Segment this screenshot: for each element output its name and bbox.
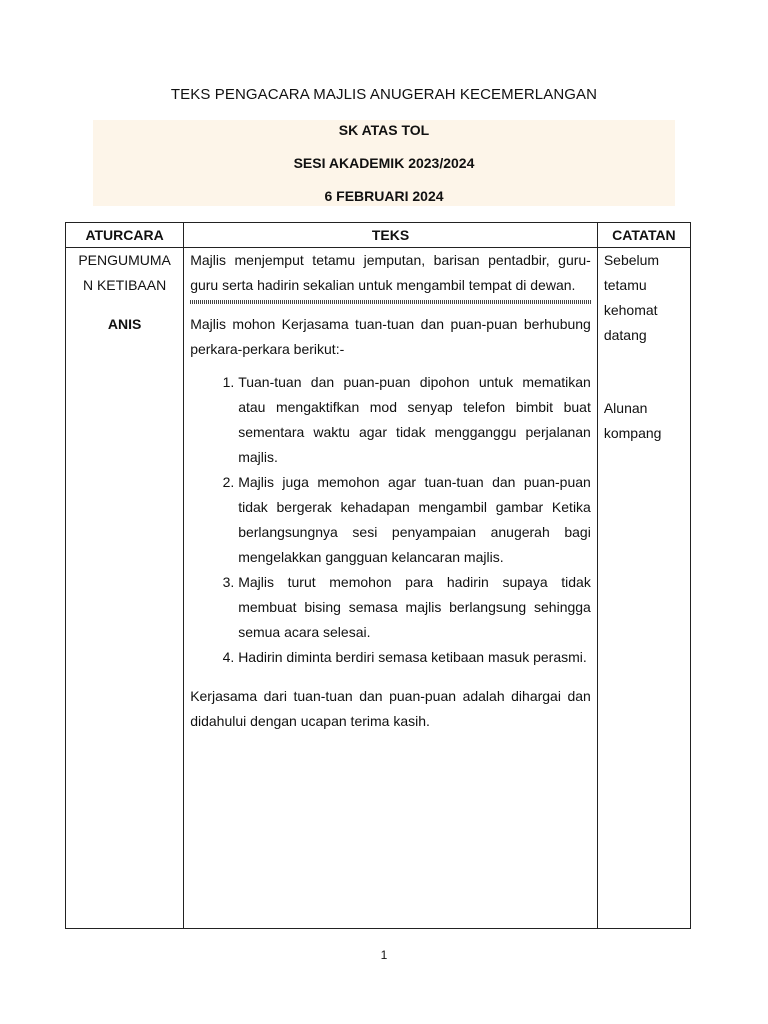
table-header-row	[66, 223, 691, 248]
catatan-line: Sebelum	[603, 252, 660, 268]
catatan-line: tetamu	[603, 277, 647, 293]
program-table	[65, 222, 691, 929]
document-title: TEKS PENGACARA MAJLIS ANUGERAH KECEMERLANGAN	[170, 86, 598, 103]
list-item: 3. Majlis turut memohon para hadirin supaya tidak membuat bising semasa majlis berlangsung sehingga semua acara selesai.	[238, 570, 591, 645]
list-item: 4. Hadirin diminta berdiri semasa ketibaan masuk perasmi.	[238, 645, 591, 670]
dotted-divider	[190, 300, 591, 304]
header-banner	[93, 120, 675, 206]
aturcara-line-2: N KETIBAAN	[82, 277, 167, 293]
school-name: SK ATAS TOL	[338, 122, 430, 138]
request-list	[190, 370, 591, 670]
aturcara-line-1: PENGUMUMA	[78, 252, 171, 268]
table-row	[66, 248, 691, 929]
header-aturcara: ATURCARA	[66, 223, 184, 248]
catatan-line: Alunan	[603, 400, 648, 416]
catatan-line: datang	[603, 327, 647, 343]
academic-session: SESI AKADEMIK 2023/2024	[293, 155, 475, 171]
header-teks: TEKS	[184, 223, 598, 248]
aturcara-cell	[66, 248, 184, 929]
catatan-spacer	[604, 348, 684, 396]
list-item: 2. Majlis juga memohon agar tuan-tuan dan puan-puan tidak bergerak kehadapan mengambil gambar Ketika berlangsungnya sesi penyampaian anugerah bagi mengelakkan gangguan kelancaran majlis.	[238, 470, 591, 570]
request-paragraph: Majlis mohon Kerjasama tuan-tuan dan puan-puan berhubung perkara-perkara berikut:-	[190, 316, 591, 357]
closing-paragraph: Kerjasama dari tuan-tuan dan puan-puan adalah dihargai dan didahului dengan ucapan terima kasih.	[190, 688, 591, 729]
event-date: 6 FEBRUARI 2024	[324, 188, 444, 204]
catatan-line: kehomat	[603, 302, 658, 318]
list-item: 1. Tuan-tuan dan puan-puan dipohon untuk mematikan atau mengaktifkan mod senyap telefon bimbit buat sementara waktu agar tidak mengganggu perjalanan majlis.	[238, 370, 591, 470]
mc-name: ANIS	[107, 316, 142, 332]
page-number: 1	[380, 948, 388, 962]
teks-cell	[184, 248, 598, 929]
intro-paragraph: Majlis menjemput tetamu jemputan, barisan pentadbir, guru-guru serta hadirin sekalian untuk mengambil tempat di dewan.	[190, 252, 591, 293]
catatan-cell	[597, 248, 690, 929]
header-catatan: CATATAN	[597, 223, 690, 248]
catatan-line: kompang	[603, 425, 662, 441]
